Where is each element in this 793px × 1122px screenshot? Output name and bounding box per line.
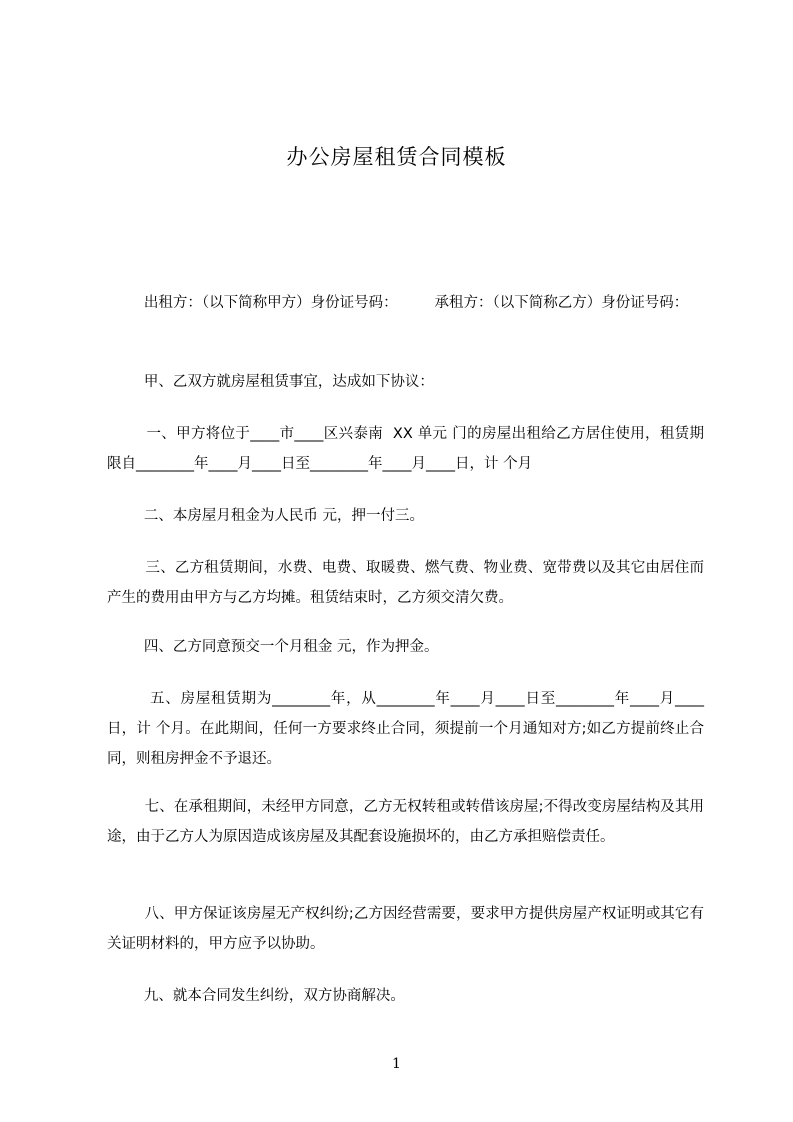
clause-7-paragraph: 七、在承租期间，未经甲方同意，乙方无权转租或转借该房屋;不得改变房屋结构及其用途，由于乙方人为原因造成该房屋及其配套设施损坏的，由乙方承担赔偿责任。 [107, 799, 704, 845]
parties-paragraph: 出租方：（以下简称甲方）身份证号码： 承租方：（以下简称乙方）身份证号码： [107, 295, 689, 311]
clause-9-paragraph: 九、就本合同发生纠纷，双方协商解决。 [107, 988, 405, 1004]
clause-1-paragraph: 一、甲方将位于____市____区兴泰南 XX 单元 门的房屋出租给乙方居住使用，租赁期限自________年____月____日至________年____月____日，计 个月 [107, 426, 704, 472]
clause-2-paragraph: 二、本房屋月租金为人民币 元，押一付三。 [107, 508, 424, 524]
agreement-intro-paragraph: 甲、乙双方就房屋租赁事宜，达成如下协议： [107, 374, 434, 390]
clause-4-paragraph: 四、乙方同意预交一个月租金 元，作为押金。 [107, 639, 439, 655]
clause-3-paragraph: 三、乙方租赁期间，水费、电费、取暖费、燃气费、物业费、宽带费以及其它由居住而产生的费用由甲方与乙方均摊。租赁结束时，乙方须交清欠费。 [107, 560, 704, 606]
page-number: 1 [392, 1056, 401, 1072]
clause-8-paragraph: 八、甲方保证该房屋无产权纠纷;乙方因经营需要，要求甲方提供房屋产权证明或其它有关证明材料的，甲方应予以协助。 [107, 906, 704, 952]
document-title: 办公房屋租赁合同模板 [286, 145, 507, 169]
clause-5-paragraph: 五、房屋租赁期为________年，从________年____月____日至________年____月____日，计 个月。在此期间，任何一方要求终止合同，须提前一个月通知对方;如乙方提前终止合同，则租房押金不予退还。 [107, 691, 705, 767]
